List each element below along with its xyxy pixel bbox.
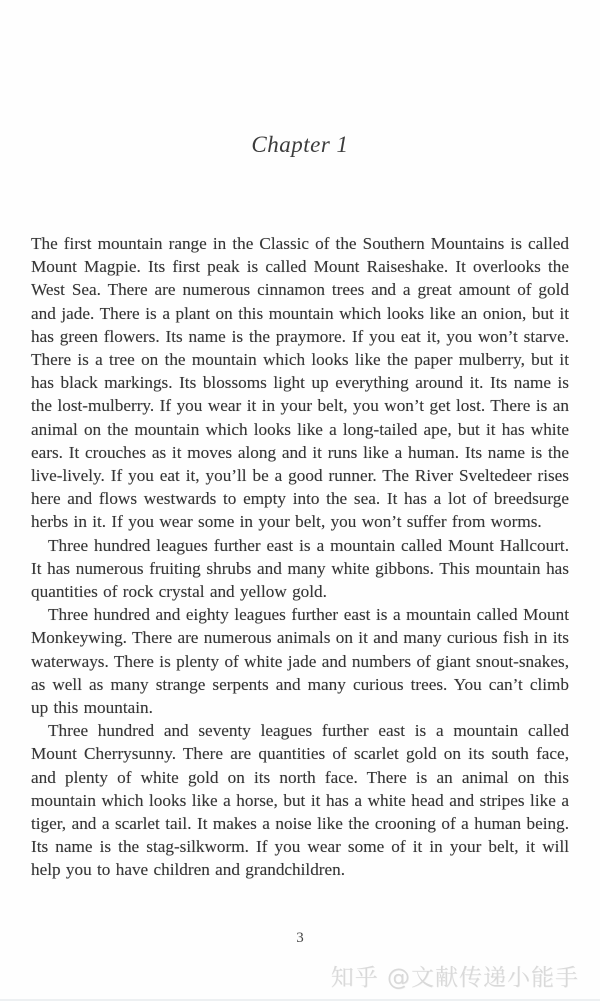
paragraph-mount-cherrysunny: Three hundred and seventy leagues further east is a mountain called Mount Cherrysunny. There are quantities of scarlet gold on its south face, and plenty of white gold on its north face. There is an animal on this mountain which looks like a horse, but it has a white head and stripes like a tiger, and a scarlet tail. It makes a noise like the crooning of a human being. Its name is the stag-silkworm. If you wear some of it in your belt, it will help you to have children and grandchildren. xyxy=(31,721,569,880)
page-number: 3 xyxy=(296,930,304,946)
chapter-heading: Chapter 1 xyxy=(251,132,349,157)
paragraph-mount-magpie: The first mountain range in the Classic of the Southern Mountains is called Mount Magpie. Its first peak is called Mount Raiseshake. It overlooks the West Sea. There are numerous cinnamon trees and a great amount of gold and jade. There is a plant on this mountain which looks like an onion, but it has green flowers. Its name is the praymore. If you eat it, you won’t starve. There is a tree on the mountain which looks like the paper mulberry, but it has black markings. Its blossoms light up everything around it. Its name is the lost-mulberry. If you wear it in your belt, you won’t get lost. There is an animal on the mountain which looks like a long-tailed ape, but it has white ears. It crouches as it moves along and it runs like a human. Its name is the live-lively. If you eat it, you’ll be a good runner. The River Sveltedeer rises here and flows westwards to empty into the sea. It has a lot of breedsurge herbs in it. If you wear some in your belt, you won’t suffer from worms. xyxy=(31,234,569,532)
paragraph-mount-hallcourt: Three hundred leagues further east is a mountain called Mount Hallcourt. It has numerous fruiting shrubs and many white gibbons. This mountain has quantities of rock crystal and yellow gold. xyxy=(31,535,569,602)
zhihu-watermark: 知乎 @文献传递小能手 xyxy=(330,965,579,991)
body-text-block xyxy=(31,232,569,882)
paragraph-mount-monkeywing: Three hundred and eighty leagues further east is a mountain called Mount Monkeywing. There are numerous animals on it and many curious fish in its waterways. There is plenty of white jade and numbers of giant snout-snakes, as well as many strange serpents and many curious trees. You can’t climb up this mountain. xyxy=(31,605,569,718)
